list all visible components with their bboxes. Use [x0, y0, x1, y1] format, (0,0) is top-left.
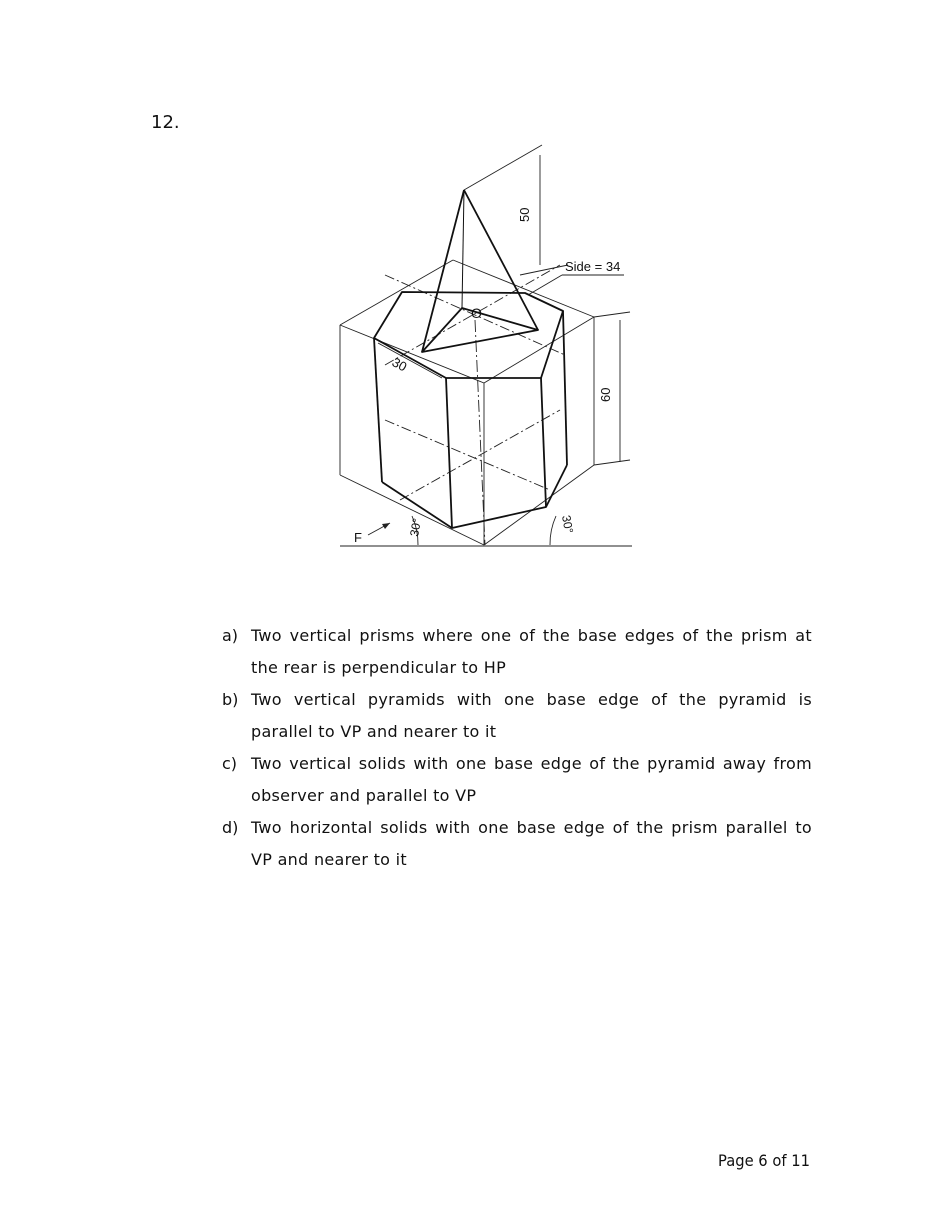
options-list	[222, 620, 812, 876]
option-letter: b)	[222, 690, 239, 709]
option-text: Two vertical pyramids with one base edge of the pyramid is parallel to VP and nearer to it	[251, 690, 812, 741]
isometric-figure	[330, 140, 640, 555]
option-d	[222, 812, 812, 876]
isometric-drawing	[330, 140, 640, 555]
side-label: Side = 34	[565, 259, 621, 274]
option-text: Two horizontal solids with one base edge of the prism parallel to VP and nearer to it	[251, 818, 812, 869]
question-number: 12.	[151, 112, 180, 133]
option-a	[222, 620, 812, 684]
dim-prism-height: 60	[598, 387, 613, 402]
option-text: Two vertical solids with one base edge of the pyramid away from observer and parallel to VP	[251, 754, 812, 805]
option-letter: d)	[222, 818, 239, 837]
option-c	[222, 748, 812, 812]
option-letter: c)	[222, 754, 238, 773]
option-letter: a)	[222, 626, 239, 645]
angle-left-label: 30°	[407, 517, 425, 538]
option-text: Two vertical prisms where one of the base edges of the prism at the rear is perpendicular to HP	[251, 626, 812, 677]
angle-right-label: 30°	[559, 514, 576, 535]
option-b	[222, 684, 812, 748]
dim-pyramid-height: 50	[517, 207, 532, 222]
front-direction-label: F	[354, 530, 362, 545]
dim-width: 30	[389, 354, 410, 375]
page-number: Page 6 of 11	[718, 1151, 810, 1170]
center-label: O	[471, 305, 482, 321]
